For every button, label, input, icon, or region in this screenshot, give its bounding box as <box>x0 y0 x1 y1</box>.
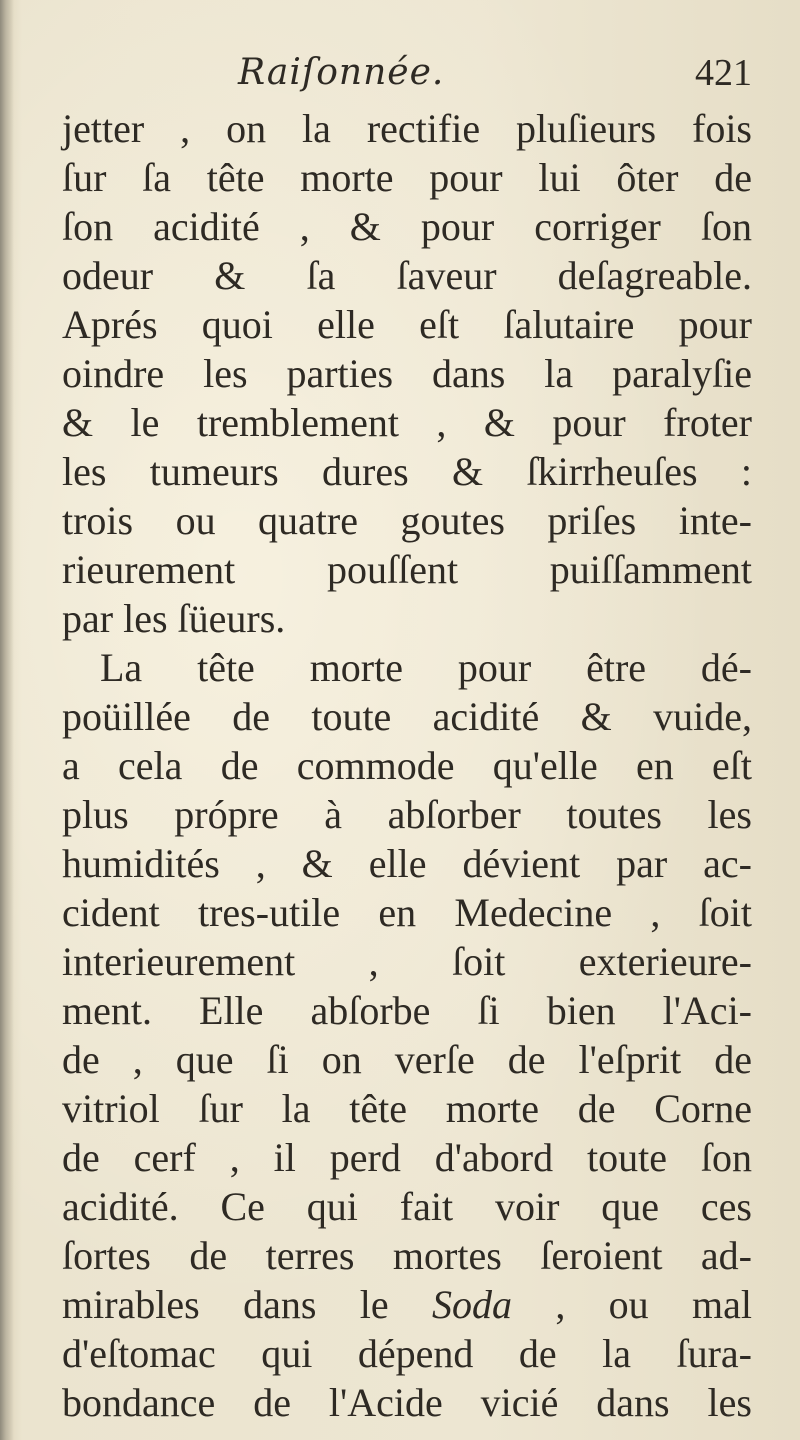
text-line: de , que ſi on verſe de l'eſprit de <box>62 1037 752 1082</box>
text-line: ſur ſa tête morte pour lui ôter de <box>62 155 752 200</box>
text-run: mirables dans le <box>62 1282 432 1327</box>
text-line: ſon acidité , & pour corriger ſon <box>62 204 752 249</box>
text-line: poüillée de toute acidité & vuide, <box>62 694 752 739</box>
italic-term-soda: Soda <box>431 1282 512 1327</box>
text-line: cident tres-utile en Medecine , ſoit <box>62 890 752 935</box>
text-line: oindre les parties dans la paralyſie <box>62 351 752 396</box>
text-line: odeur & ſa ſaveur deſagreable. <box>62 253 752 298</box>
text-line: humidités , & elle dévient par ac- <box>62 841 752 886</box>
text-line: jetter , on la rectifie pluſieurs fois <box>62 106 752 151</box>
text-line: les tumeurs dures & ſkirrheuſes : <box>62 449 752 494</box>
text-line: interieurement , ſoit exterieure- <box>62 939 752 984</box>
text-line: rieurement pouſſent puiſſamment <box>62 547 752 592</box>
text-line: de cerf , il perd d'abord toute ſon <box>62 1135 752 1180</box>
text-line: vitriol ſur la tête morte de Corne <box>62 1086 752 1131</box>
text-line: ſortes de terres mortes ſeroient ad- <box>62 1233 752 1278</box>
body-text <box>62 104 752 1427</box>
text-line-with-italic <box>62 1280 752 1329</box>
page-gutter-shadow <box>0 0 14 1440</box>
page-number: 421 <box>695 52 752 94</box>
running-title: Raiſonnée. <box>238 52 445 93</box>
text-line: plus própre à abſorber toutes les <box>62 792 752 837</box>
text-line: Aprés quoi elle eſt ſalutaire pour <box>62 302 752 347</box>
text-line: ment. Elle abſorbe ſi bien l'Aci- <box>62 988 752 1033</box>
text-run: , ou mal <box>511 1282 752 1327</box>
text-line: & le tremblement , & pour froter <box>62 400 752 445</box>
text-line: bondance de l'Acide vicié dans les <box>62 1380 752 1425</box>
text-line: par les ſüeurs. <box>62 596 286 641</box>
text-line-paragraph-start: La tête morte pour être dé- <box>100 645 752 690</box>
text-line: a cela de commode qu'elle en eſt <box>62 743 752 788</box>
text-line: d'eſtomac qui dépend de la ſura- <box>62 1331 752 1376</box>
text-line: acidité. Ce qui fait voir que ces <box>62 1184 752 1229</box>
text-line: trois ou quatre goutes priſes inte- <box>62 498 752 543</box>
page-header <box>62 48 752 98</box>
